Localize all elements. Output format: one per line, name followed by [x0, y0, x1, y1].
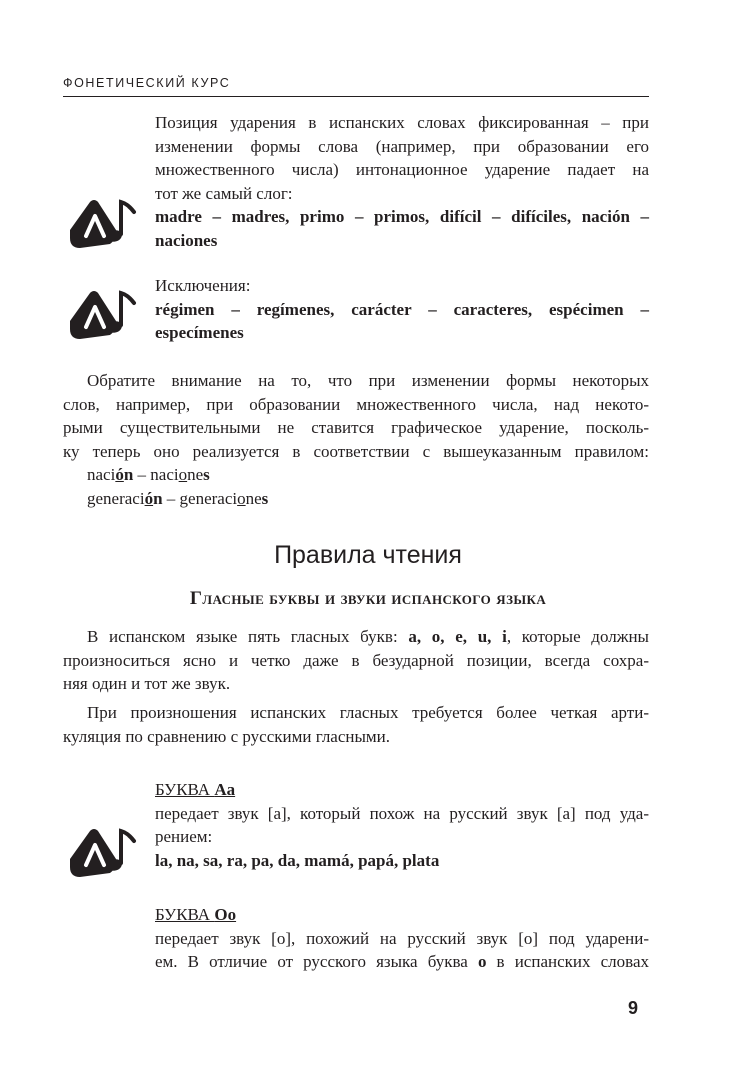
- articulation-paragraph: [63, 701, 649, 748]
- accent-rule-paragraph: [155, 111, 649, 252]
- letter-a-label: БУКВА Aa: [155, 780, 236, 799]
- text-line: ку теперь оно реализуется в соответствии с вышеуказанным правилом:: [63, 441, 649, 461]
- letter-o-block: [155, 903, 649, 974]
- example-line: madre – madres, primo – primos, difícil – difíciles, nación –: [155, 207, 649, 226]
- letter-a-block: [155, 778, 649, 872]
- example-line: especímenes: [155, 323, 244, 342]
- text-line: слов, например, при образовании множественного числа, над некото-: [63, 394, 649, 414]
- text-line: ем. В отличие от русского языка буква o в испанских словах: [155, 952, 649, 971]
- audio-note-icon[interactable]: [66, 285, 138, 345]
- page-number: 9: [628, 998, 639, 1018]
- letter-o-label: БУКВА Oo: [155, 905, 237, 924]
- exceptions-label: Исключения:: [155, 276, 251, 295]
- text-line: няя один и тот же звук.: [63, 674, 231, 693]
- audio-note-icon[interactable]: [66, 823, 138, 883]
- text-line: куляция по сравнению с русскими гласными.: [63, 726, 391, 746]
- text-line: Обратите внимание на то, что при изменении формы некоторых: [87, 371, 649, 390]
- example-line: la, na, sa, ra, pa, da, mamá, papá, plata: [155, 850, 440, 870]
- text-line: рением:: [155, 827, 213, 846]
- text-line: При произношения испанских гласных требуется более четкая арти-: [87, 703, 649, 722]
- text-line: изменении формы слова (например, при образовании его: [155, 136, 649, 156]
- text-line: произноситься ясно и четко даже в безударной позиции, всегда сохра-: [63, 650, 649, 670]
- running-header: ФОНЕТИЧЕСКИЙ КУРС: [63, 76, 231, 90]
- text-line: тот же самый слог:: [155, 183, 293, 203]
- text-line: Позиция ударения в испанских словах фиксированная – при: [155, 113, 649, 132]
- example-generacion: generación – generaciones: [87, 488, 269, 508]
- text-line: В испанском языке пять гласных букв: a, o, e, u, i, которые должны: [87, 627, 649, 646]
- audio-note-icon[interactable]: [66, 194, 138, 254]
- section-subtitle: Гласные буквы и звуки испанского языка: [189, 588, 547, 609]
- example-nacion: nación – naciones: [87, 465, 210, 484]
- text-line: множественного числа) интонационное ударение падает на: [155, 160, 649, 179]
- vowels-paragraph: [63, 625, 649, 696]
- exceptions-paragraph: [155, 274, 649, 345]
- section-title: Правила чтения: [274, 541, 462, 569]
- text-line: передает звук [o], похожий на русский звук [o] под ударени-: [155, 928, 649, 948]
- plural-note-paragraph: [63, 369, 649, 510]
- header-rule: [63, 96, 649, 97]
- example-line: régimen – regímenes, carácter – caracteres, espécimen –: [155, 299, 649, 319]
- text-line: рыми существительными не ставится графическое ударение, посколь-: [63, 418, 649, 437]
- example-line: naciones: [155, 230, 218, 250]
- text-line: передает звук [a], который похож на русский звук [a] под уда-: [155, 803, 649, 823]
